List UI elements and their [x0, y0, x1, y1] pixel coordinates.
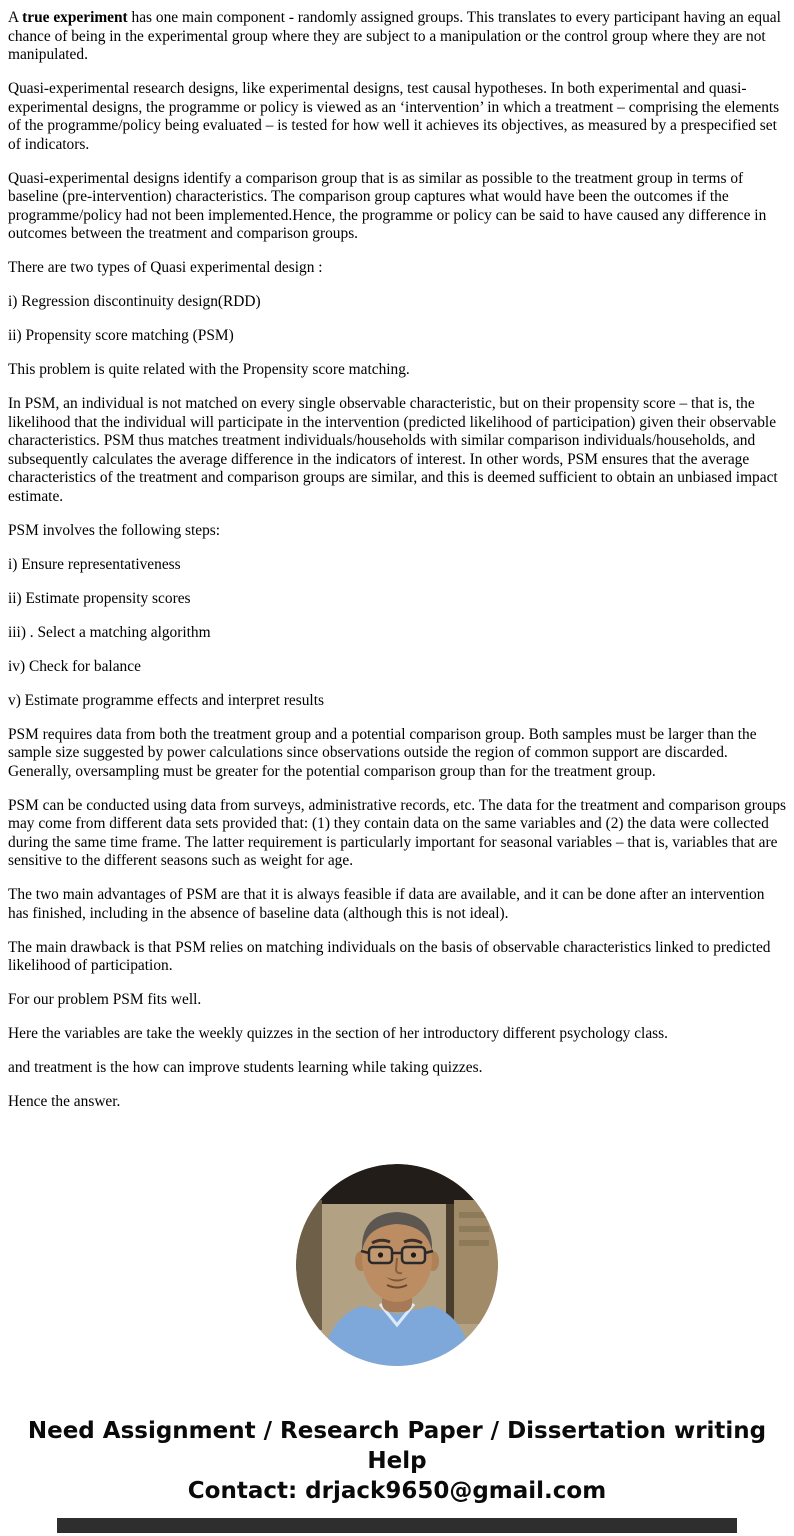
step-estimate-propensity-scores: ii) Estimate propensity scores	[8, 589, 191, 607]
footer-contact-text: Contact: drjack9650@gmail.com	[187, 1477, 607, 1504]
list-item-psm: ii) Propensity score matching (PSM)	[8, 327, 234, 344]
paragraph-true-experiment	[8, 9, 786, 65]
paragraph-psm-fits: For our problem PSM fits well.	[8, 991, 202, 1008]
step-check-for-balance: iv) Check for balance	[8, 657, 141, 675]
footer-help-text: Need Assignment / Research Paper / Dissertation writing Help	[27, 1417, 767, 1474]
step-estimate-programme-effects: v) Estimate programme effects and interpret results	[8, 691, 324, 709]
paragraph-psm-drawback: The main drawback is that PSM relies on matching individuals on the basis of observable characteristics linked to predicted likelihood of participation.	[8, 938, 771, 974]
paragraph-quasi-designs: Quasi-experimental research designs, like experimental designs, test causal hypotheses. In both experimental and quasi-experimental designs, the programme or policy is viewed as an ‘intervention’ in which a treatment – comprising the elements of the programme/policy being evaluated – is tested for how well it achieves its objectives, as measured by a prespecified set of indicators.	[8, 80, 780, 153]
paragraph-problem-related: This problem is quite related with the Propensity score matching.	[8, 361, 410, 378]
avatar-photo	[296, 1164, 498, 1366]
paragraph-psm-data-requirements: PSM requires data from both the treatment group and a potential comparison group. Both samples must be larger than the sample size suggested by power calculations since observations outside the region of common support are discarded. Generally, oversampling must be greater for the potential comparison group than for the treatment group.	[8, 725, 757, 780]
avatar-portrait-illustration	[296, 1164, 498, 1366]
paragraph-psm-explanation: In PSM, an individual is not matched on every single observable characteristic, but on their propensity score – that is, the likelihood that the individual will participate in the intervention (predicted likelihood of participation) given their observable characteristics. PSM thus matches treatment individuals/households with similar comparison individuals/households, and subsequently calculates the average difference in the indicators of interest. In other words, PSM ensures that the average characteristics of the treatment and comparison groups are similar, and this is deemed sufficient to obtain an unbiased impact estimate.	[8, 395, 778, 505]
paragraph-treatment: and treatment is the how can improve students learning while taking quizzes.	[8, 1059, 483, 1076]
paragraph-conclusion: Hence the answer.	[8, 1093, 121, 1110]
list-item-rdd: i) Regression discontinuity design(RDD)	[8, 293, 261, 310]
paragraph-two-types-heading: There are two types of Quasi experimental design :	[8, 259, 323, 276]
step-ensure-representativeness: i) Ensure representativeness	[8, 555, 181, 573]
paragraph-psm-advantages: The two main advantages of PSM are that it is always feasible if data are available, and it can be done after an intervention has finished, including in the absence of baseline data (although this is not ideal).	[8, 886, 765, 922]
paragraph-psm-data-sources: PSM can be conducted using data from surveys, administrative records, etc. The data for the treatment and comparison groups may come from different data sets provided that: (1) they contain data on the same variables and (2) the data were collected during the same time frame. The latter requirement is particularly important for seasonal variables – that is, variables that are sensitive to the different seasons such as weight for age.	[8, 796, 787, 869]
paragraph-psm-steps-heading: PSM involves the following steps:	[8, 521, 221, 539]
paragraph-comparison-group: Quasi-experimental designs identify a comparison group that is as similar as possible to the treatment group in terms of baseline (pre-intervention) characteristics. The comparison group captures what would have been the outcomes if the programme/policy had not been implemented.Hence, the programme or policy can be said to have caused any difference in outcomes between the treatment and comparison groups.	[8, 169, 767, 242]
p1-prefix: A	[8, 9, 23, 26]
step-select-matching-algorithm: iii) . Select a matching algorithm	[8, 623, 211, 641]
bottom-bar	[57, 1518, 737, 1533]
footer-promo	[27, 1416, 767, 1506]
paragraph-variables: Here the variables are take the weekly quizzes in the section of her introductory different psychology class.	[8, 1025, 668, 1042]
p1-bold-term: true experiment	[22, 9, 128, 26]
p1-rest: has one main component - randomly assigned groups. This translates to every participant having an equal chance of being in the experimental group where they are subject to a manipulation or the control group where they are not manipulated.	[8, 9, 781, 63]
